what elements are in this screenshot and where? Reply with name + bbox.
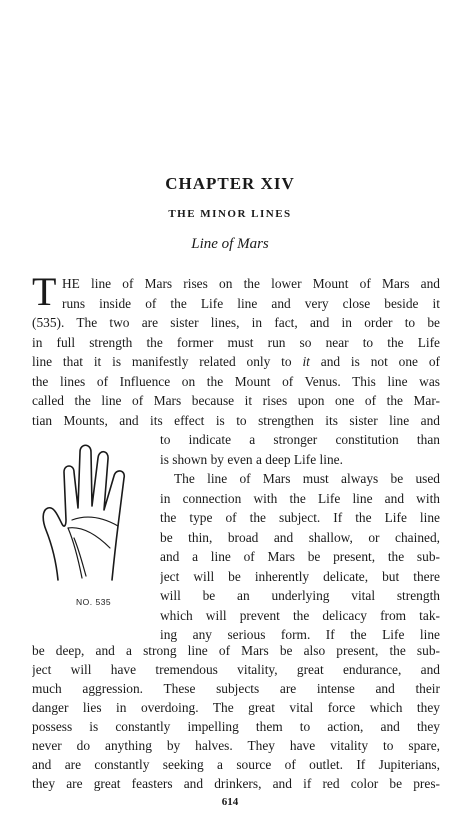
text-line: ject will be inherently delicate, but there	[160, 568, 440, 584]
palm-lines	[68, 517, 118, 578]
text-line: in full strength the former must run so near to the Life	[32, 334, 440, 350]
text-line: is shown by even a deep Life line.	[160, 451, 343, 467]
paragraph-1-first-line	[62, 274, 440, 294]
text-line: ing any serious form. If the Life line	[160, 627, 440, 642]
text-line: ject will have tremendous vitality, great endurance, and	[32, 662, 440, 677]
text-line: much aggression. These subjects are intense and their	[32, 681, 440, 696]
text-fragment: line that it is manifestly related only to	[32, 354, 292, 369]
heart-line	[72, 517, 118, 526]
page-number: 614	[221, 796, 239, 808]
figure-side-column	[160, 430, 440, 645]
text-line: The line of Mars must always be used	[174, 471, 440, 486]
palm-illustration	[38, 430, 148, 590]
text-line: and are constantly seeking a source of outlet. If Jupiterians,	[32, 757, 440, 772]
text-line-with-italic	[32, 352, 440, 372]
text-line: (535). The two are sister lines, in fact, and in order to be	[32, 315, 440, 330]
text-line: and a line of Mars be present, the sub-	[160, 549, 440, 564]
text-line: danger lies in overdoing. The great vital force which they	[32, 700, 440, 715]
text-fragment: and is not one of	[320, 354, 440, 369]
text-line: will be an underlying vital strength	[160, 588, 440, 603]
text-line: never do anything by halves. They have vitality to spare,	[32, 738, 440, 753]
text-line: be deep, and a strong line of Mars be also present, the sub-	[32, 643, 440, 658]
italic-word: it	[302, 354, 310, 369]
text-line: which will prevent the delicacy from tak-	[160, 607, 440, 623]
text-line: the type of the subject. If the Life line	[160, 510, 440, 525]
text-line: HE line of Mars rises on the lower Mount of Mars and	[62, 276, 440, 291]
section-title: THE MINOR LINES	[168, 208, 292, 220]
text-line: tian Mounts, and its effect is to strengthen its sister line and	[32, 412, 440, 428]
figure-caption: NO. 535	[76, 597, 112, 607]
text-line: possess is constantly impelling them to action, and they	[32, 719, 440, 734]
text-line: they are great feasters and drinkers, and if red color be pres-	[32, 776, 440, 791]
text-line: in connection with the Life line and with	[160, 490, 440, 506]
text-line: the lines of Influence on the Mount of Venus. This line was	[32, 373, 440, 389]
drop-cap: T	[32, 269, 57, 314]
chapter-title: CHAPTER XIV	[165, 174, 295, 193]
text-line: be thin, broad and shallow, or chained,	[160, 529, 440, 545]
paragraph-1-body	[32, 313, 440, 430]
text-line: runs inside of the Life line and very close beside it	[62, 295, 440, 311]
text-line: to indicate a stronger constitution than	[160, 432, 440, 447]
text-line: called the line of Mars because it rises upon one of the Mar-	[32, 393, 440, 408]
paragraph-1-second-line	[62, 294, 440, 314]
paragraph-2-body	[32, 641, 440, 793]
hand-outline	[43, 445, 124, 580]
subsection-title: Line of Mars	[191, 236, 269, 252]
